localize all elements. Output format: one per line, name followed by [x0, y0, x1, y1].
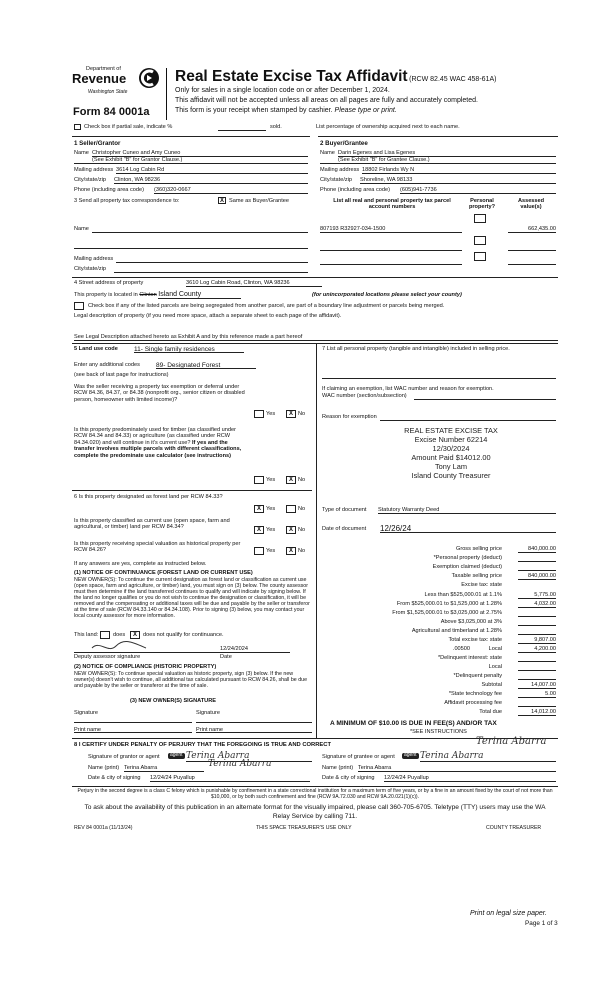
certify-statement: 8 I CERTIFY UNDER PENALTY OF PERJURY THAT THE FOREGOING IS TRUE AND CORRECT — [74, 742, 332, 748]
doc-date-field[interactable] — [380, 524, 556, 533]
header-line3 — [175, 107, 397, 115]
legal-paper-note: Print on legal size paper. — [470, 910, 547, 917]
located-label: This property is located in — [74, 292, 138, 298]
ownership-pct-note: List percentage of ownership acquired next to each name. — [316, 124, 460, 130]
additional-codes-label: Enter any additional codes — [74, 362, 140, 368]
local-label: Local — [488, 646, 502, 652]
seller-name-label: Name — [74, 150, 89, 156]
delinquent-penalty-value[interactable] — [518, 673, 556, 680]
gross-label: Gross selling price — [455, 546, 502, 552]
parcel-personal-checkbox-2[interactable] — [474, 236, 486, 245]
doc-type-field[interactable] — [378, 507, 556, 514]
current-use-question: Is this property classified as current use (open space, farm and agricultural, or timber) land per RCW 84.34? — [74, 518, 230, 531]
tier3-label: From $1,525,000.01 to $3,025,000 at 2.75% — [392, 610, 502, 616]
header-line1: Only for sales in a single location code on or after December 1, 2024. — [175, 87, 390, 94]
stamp-line6: Island County Treasurer — [411, 471, 491, 480]
new-owner-sig-label-2: Signature — [196, 710, 220, 716]
exemption-deduct-label: Exemption claimed (deduct) — [432, 564, 502, 570]
forest-question: 6 Is this property designated as forest land per RCW 84.33? — [74, 494, 223, 500]
additional-codes-value: 89- Designated Forest — [156, 362, 221, 369]
legal-desc-label: Legal description of property (if you need more space, attach a separate sheet to each page of the affidavit). — [74, 313, 342, 319]
grantor-name-value: Terina Abarra — [124, 765, 158, 771]
grantor-date-field[interactable] — [150, 775, 310, 782]
buyer-mailing-value: 18802 Firlands Wy N — [362, 167, 415, 173]
land-use-field[interactable] — [134, 346, 244, 353]
if-any-yes: If any answers are yes, complete as instructed below. — [74, 561, 207, 567]
buyer-phone-field[interactable] — [400, 187, 556, 194]
personal-deduct-label: *Personal property (deduct) — [433, 555, 502, 561]
assessor-signature-field[interactable] — [74, 646, 224, 653]
grantee-agent-tag: agent — [404, 752, 417, 758]
delinquent-local-label: Local — [488, 664, 502, 670]
form-number: Form 84 0001a — [73, 106, 150, 118]
partial-sale-checkbox[interactable] — [74, 124, 81, 130]
treasurer-use-only: THIS SPACE TREASURER'S USE ONLY — [256, 825, 352, 831]
land-use-label: 5 Land use code — [74, 346, 118, 352]
land-use-value: 11- Single family residences — [134, 346, 215, 353]
unincorporated-note: (for unincorporated locations please select your county) — [312, 292, 462, 298]
assessed-value-3[interactable] — [508, 258, 556, 265]
assessor-date-value: 12/24/2024 — [220, 646, 248, 652]
tax-table — [320, 546, 558, 736]
wac-number-label: WAC number (section/subsection) — [322, 393, 407, 399]
located-struck: Clinton — [139, 292, 157, 298]
delinquent-interest-value[interactable] — [518, 655, 556, 662]
tier4-value[interactable] — [518, 619, 556, 626]
grantor-date-label: Date & city of signing — [88, 775, 141, 781]
assessor-date-field[interactable] — [220, 646, 290, 653]
dor-emblem-icon — [138, 66, 160, 90]
current-use-no-label: No — [298, 527, 306, 533]
personal-property-label: 7 List all personal property (tangible and intangible) included in selling price. — [322, 346, 510, 352]
seller-name-field[interactable] — [92, 150, 308, 157]
exemption-no-checkbox[interactable]: X — [286, 410, 296, 418]
dor-logo — [72, 66, 162, 108]
total-due-value[interactable]: 14,012.00 — [518, 709, 556, 716]
total-due-label: Total due — [479, 709, 502, 715]
corr-city-label: City/state/zip — [74, 266, 107, 272]
buyer-city-label: City/state/zip — [320, 177, 353, 183]
subtotal-value[interactable]: 14,007.00 — [518, 682, 556, 689]
total-state-label: Total excise tax: state — [448, 637, 502, 643]
grantee-date-label: Date & city of signing — [322, 775, 375, 781]
new-owner-sig-heading: (3) NEW OWNER(S) SIGNATURE — [130, 698, 216, 704]
tier1-value[interactable]: 5,775.00 — [518, 592, 556, 599]
local-value[interactable]: 4,200.00 — [518, 646, 556, 653]
historic-no-label: No — [298, 548, 306, 554]
total-state-value[interactable]: 9,807.00 — [518, 637, 556, 644]
stamp-line2: Excise Number 62214 — [414, 435, 488, 444]
timber-yes-label: Yes — [266, 477, 276, 483]
parcel-row-1[interactable] — [320, 226, 462, 233]
delinquent-local-value[interactable] — [518, 664, 556, 671]
legal-desc-field[interactable] — [74, 334, 558, 341]
buyer-heading: 2 Buyer/Grantee — [320, 140, 368, 147]
wac-exemption-label: If claiming an exemption, list WAC number and reason for exemption. — [322, 386, 494, 392]
delinquent-interest-label: *Delinquent interest: state — [437, 655, 502, 661]
header-line3-italic: Please type or print. — [334, 107, 397, 114]
doc-date-value: 12/26/24 — [380, 524, 412, 533]
buyer-name-label: Name — [320, 150, 335, 156]
timber-question — [74, 427, 250, 459]
excise-stamp — [386, 426, 516, 480]
taxable-label: Taxable selling price — [451, 573, 502, 579]
corr-mailing-label: Mailing address — [74, 256, 114, 262]
doc-type-label: Type of document — [322, 507, 367, 513]
street-value: 3610 Log Cabin Road, Clinton, WA 98236 — [186, 280, 290, 286]
perjury-notice: Perjury in the second degree is a class C felony which is punishable by confinement in a state correctional institution for a maximum term of five years, or by a fine in an amount fixed by the court of not more than $10,000, or by both such confinement and fine (RCW 9A.72.030 and RCW 9A.20.021(1)(c)). — [77, 788, 553, 800]
personal-col-header: Personal property? — [468, 198, 496, 211]
rev-number: REV 84 0001a (11/13/24) — [74, 825, 133, 831]
seller-phone-label: Phone (including area code) — [74, 187, 144, 193]
parcel-col-header: List all real and personal property tax parcel account numbers — [333, 198, 451, 211]
header-line2: This affidavit will not be accepted unless all areas on all pages are fully and accurately completed. — [175, 97, 478, 104]
stamp-line1: REAL ESTATE EXCISE TAX — [404, 426, 498, 435]
does-not-qualify-checkbox[interactable]: X — [130, 631, 140, 639]
parcel-personal-checkbox-1[interactable] — [474, 214, 486, 223]
grantee-sig-label: Signature of grantee or agent — [322, 754, 395, 760]
exemption-yes-checkbox[interactable] — [254, 410, 264, 418]
alt-format-notice: To ask about the availability of this publication in an alternate format for the visually impaired, please call 360-705-6705. Teletype (TTY) users may use the WA Relay Service by calling 711. — [84, 804, 546, 820]
processing-fee-label: Affidavit processing fee — [444, 700, 502, 706]
notice2-title: (2) NOTICE OF COMPLIANCE (HISTORIC PROPERTY) — [74, 664, 217, 670]
exemption-deduct-value[interactable] — [518, 564, 556, 571]
seller-city-label: City/state/zip — [74, 177, 107, 183]
personal-deduct-value[interactable] — [518, 555, 556, 562]
current-use-yes-checkbox[interactable]: X — [254, 526, 264, 534]
additional-codes-field[interactable] — [156, 362, 256, 369]
partial-sale-pct-field[interactable] — [218, 130, 266, 131]
delinquent-penalty-label: *Delinquent penalty — [453, 673, 502, 679]
dept-name: Revenue — [72, 71, 127, 86]
timber-question-bold: If yes and the transfer involves multiple parcels with different classifications, complete the predominate use calculator (see instructions) — [74, 439, 242, 459]
buyer-city-field[interactable] — [360, 177, 556, 184]
parcel-row-3[interactable] — [320, 258, 462, 265]
exemption-no-label: No — [298, 411, 306, 417]
buyer-name-field[interactable] — [338, 150, 556, 157]
notice2-body: NEW OWNER(S): To continue special valuation as historic property, sign (3) below. If the new owner(s) doesn't wish to continue, all additional tax calculated pursuant to RCW 84.26, shall be due and payable by the seller or transferor at the time of sale. — [74, 671, 308, 690]
assessed-col-header: Assessed value(s) — [517, 198, 545, 211]
parcel-row-2[interactable] — [320, 244, 462, 251]
seller-exhibit-text: (See Exhibit "B" for Grantor Clause.) — [92, 157, 183, 163]
seller-city-value: Clinton, WA 98236 — [114, 177, 161, 183]
excise-state-label: Excise tax: state — [461, 582, 502, 588]
deputy-date-label: Date — [220, 654, 232, 660]
boundary-checkbox[interactable] — [74, 302, 84, 310]
corr-name-field-2[interactable] — [74, 242, 308, 249]
corr-mailing-field[interactable] — [116, 256, 308, 263]
grantee-signature-field[interactable] — [420, 751, 556, 762]
corr-name-label: Name — [74, 226, 89, 232]
street-label: 4 Street address of property — [74, 280, 144, 286]
grantor-sig-label: Signature of grantor or agent — [88, 754, 160, 760]
current-use-no-checkbox[interactable]: X — [286, 526, 296, 534]
buyer-mailing-label: Mailing address — [320, 167, 360, 173]
grantee-name-value: Terina Abarra — [358, 765, 392, 771]
seller-mailing-label: Mailing address — [74, 167, 114, 173]
dept-state: Washington State — [88, 89, 128, 95]
page-title-text: Real Estate Excise Tax Affidavit — [175, 68, 408, 85]
buyer-exhibit-text: (See Exhibit "B" for Grantee Clause.) — [338, 157, 430, 163]
new-owner-print-label-1: Print name — [74, 727, 102, 733]
tier5-label: Agricultural and timberland at 1.28% — [411, 628, 502, 634]
local-rate: .00500 — [452, 646, 470, 652]
doc-type-value: Statutory Warranty Deed — [378, 507, 440, 513]
see-instructions: *SEE INSTRUCTIONS — [410, 729, 467, 735]
does-label: does — [113, 632, 126, 638]
deputy-sig-label: Deputy assessor signature — [74, 654, 141, 660]
seller-mailing-field[interactable] — [116, 167, 308, 174]
grantor-name-field[interactable] — [124, 765, 204, 772]
same-as-buyer-checkbox[interactable]: X — [219, 198, 224, 204]
new-owner-print-label-2: Print name — [196, 727, 224, 733]
same-as-buyer-label: Same as Buyer/Grantee — [229, 198, 290, 204]
sold-label: sold. — [270, 124, 282, 130]
correspondence-label: 3 Send all property tax correspondence to: — [74, 198, 180, 204]
buyer-phone-label: Phone (including area code) — [320, 187, 390, 193]
historic-yes-checkbox[interactable] — [254, 547, 264, 555]
grantee-name-field[interactable] — [358, 765, 556, 772]
tier4-label: Above $3,025,000 at 3% — [440, 619, 502, 625]
grantor-date-value: 12/24/24 Puyallup — [150, 775, 195, 781]
tier1-label: Less than $525,000.01 at 1.1% — [424, 592, 502, 598]
notice1-body: NEW OWNER(S): To continue the current designation as forest land or classification as current use (open space, farm and agriculture, or timber) land, you must sign on (3) below. The county assessor must then determine if the land transferred continues to qualify and will indicate by signing below. If the land no longer qualifies or you do not wish to continue the designation or classification, it will be removed and the compensating or additional taxes will be due and payable by the seller or transferor at the time of sale (RCW 84.33.140 or 84.34.108). Prior to signing (3) below, you may contact your local county assessor for more information. — [74, 577, 310, 620]
legal-desc-value: See Legal Description attached hereto as Exhibit A and by this reference made a part hereof — [74, 334, 303, 340]
forest-no-checkbox[interactable] — [286, 505, 296, 513]
seller-name-value: Christopher Cuneo and Amy Cuneo — [92, 150, 181, 156]
seller-mailing-value: 3614 Log Cabin Rd — [116, 167, 165, 173]
boundary-label: Check box if any of the listed parcels are being segregated from another parcel, are part of a boundary line adjustment or parcels being merged. — [88, 303, 445, 309]
current-use-yes-label: Yes — [266, 527, 276, 533]
stamp-line5: Tony Lam — [434, 462, 468, 471]
doc-date-label: Date of document — [322, 526, 367, 532]
gross-value[interactable]: 840,000.00 — [518, 546, 556, 553]
tier2-value[interactable]: 4,032.00 — [518, 601, 556, 608]
parcel-number: 807193 R32927-034-1500 — [320, 226, 386, 232]
exemption-yes-label: Yes — [266, 411, 276, 417]
seller-city-field[interactable] — [114, 177, 308, 184]
grantee-date-field[interactable] — [384, 775, 556, 782]
tech-fee-label: *State technology fee — [448, 691, 502, 697]
grantee-signature-script: Terina Abarra — [420, 751, 484, 761]
tech-fee-value[interactable]: 5.00 — [518, 691, 556, 698]
this-land-label: This land: — [74, 632, 99, 638]
corr-name-field[interactable] — [92, 226, 308, 233]
timber-question-text: Is this property predominately used for timber (as classified under RCW 84.34 and 84.33) or agriculture (as classified under RCW 84.34.020) and will continue in it's current use? — [74, 427, 236, 446]
stamp-line4: Amount Paid $14012.00 — [411, 453, 491, 462]
tier5-value[interactable] — [518, 628, 556, 635]
corr-city-field[interactable] — [114, 266, 308, 273]
grantor-name-script: Terina Abarra — [208, 759, 272, 769]
buyer-city-value: Shoreline, WA 98133 — [360, 177, 413, 183]
buyer-name-value: Darin Egenes and Lisa Egenes — [338, 150, 416, 156]
exemption-question: Was the seller receiving a property tax exemption or deferral under RCW 84.36, 84.37, or 84.38 (nonprofit org., senior citizen or disabled person, homeowner with limited income)? — [74, 384, 245, 403]
wac-number-field[interactable] — [414, 393, 556, 400]
page-title — [175, 68, 496, 86]
historic-yes-label: Yes — [266, 548, 276, 554]
buyer-mailing-field[interactable] — [362, 167, 556, 174]
street-field[interactable] — [186, 280, 322, 287]
processing-fee-value[interactable] — [518, 700, 556, 707]
assessed-value-1[interactable] — [508, 226, 556, 233]
timber-yes-checkbox[interactable] — [254, 476, 264, 484]
county-treasurer: COUNTY TREASURER — [486, 825, 542, 831]
reason-field[interactable] — [380, 414, 556, 421]
seller-exhibit-note — [74, 157, 308, 164]
certify-signature-script: Terina Abarra — [476, 736, 547, 747]
reason-label: Reason for exemption — [322, 414, 377, 420]
seller-phone-field[interactable] — [154, 187, 308, 194]
buyer-phone-value: (605)941-7736 — [400, 187, 437, 193]
grantor-signature-script: Terina Abarra — [186, 751, 250, 761]
stamp-line3: 12/30/2024 — [432, 444, 470, 453]
taxable-value[interactable]: 840,000.00 — [518, 573, 556, 580]
does-not-label: does not qualify for continuance. — [143, 632, 224, 638]
grantor-agent-tag: agent — [170, 752, 183, 758]
located-line — [74, 291, 241, 299]
tier2-label: From $525,000.01 to $1,525,000 at 1.28% — [396, 601, 502, 607]
new-owner-sig-label-1: Signature — [74, 710, 98, 716]
minimum-due-note: A MINIMUM OF $10.00 IS DUE IN FEE(S) AND/OR TAX — [330, 720, 497, 727]
forest-yes-label: Yes — [266, 506, 276, 512]
historic-no-checkbox[interactable]: X — [286, 547, 296, 555]
does-qualify-checkbox[interactable] — [100, 631, 110, 639]
personal-property-field[interactable] — [322, 372, 556, 379]
notice1-title: (1) NOTICE OF CONTINUANCE (FOREST LAND OR CURRENT USE) — [74, 570, 253, 576]
located-county: Island County — [158, 291, 241, 299]
timber-no-checkbox[interactable]: X — [286, 476, 296, 484]
dept-line1: Department of — [86, 66, 121, 72]
grantee-date-value: 12/24/24 Puyallup — [384, 775, 429, 781]
seller-heading: 1 Seller/Grantor — [74, 140, 121, 147]
buyer-exhibit-note — [320, 157, 556, 164]
grantor-name-label: Name (print) — [88, 765, 120, 771]
timber-no-label: No — [298, 477, 306, 483]
parcel-personal-checkbox-3[interactable] — [474, 252, 486, 261]
grantee-name-label: Name (print) — [322, 765, 354, 771]
subtotal-label: Subtotal — [481, 682, 502, 688]
back-note: (see back of last page for instructions) — [74, 372, 169, 378]
assessed-value-text: 662,435.00 — [528, 226, 556, 232]
assessed-value-2[interactable] — [508, 244, 556, 251]
forest-no-label: No — [298, 506, 306, 512]
tier3-value[interactable] — [518, 610, 556, 617]
seller-phone-value: (360)320-0667 — [154, 187, 191, 193]
forest-yes-checkbox[interactable]: X — [254, 505, 264, 513]
page-title-rcw: (RCW 82.45 WAC 458-61A) — [409, 76, 497, 83]
header-line3-text: This form is your receipt when stamped by cashier. — [175, 107, 333, 114]
historic-question: Is this property receiving special valuation as historical property per RCW 84.26? — [74, 541, 241, 554]
partial-sale-label: Check box if partial sale, indicate % — [84, 124, 173, 130]
page-number: Page 1 of 3 — [525, 920, 558, 927]
